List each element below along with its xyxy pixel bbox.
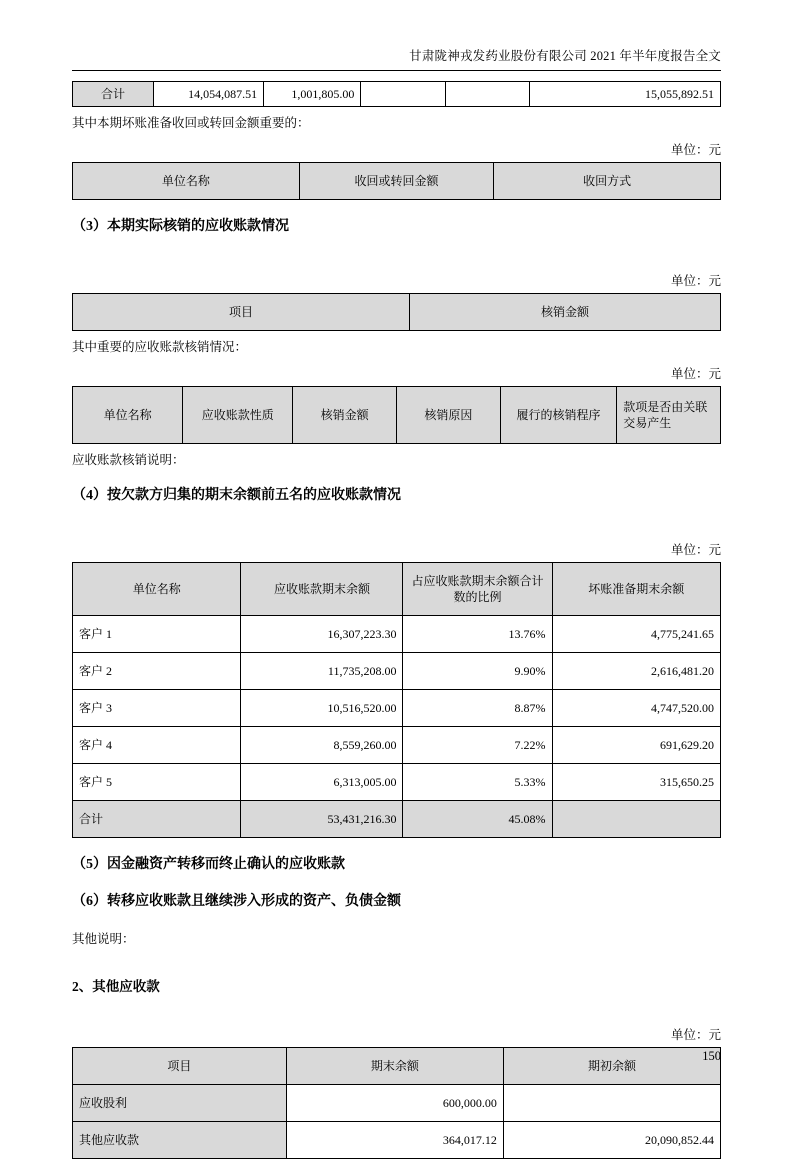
- col-header-amount: 收回或转回金额: [299, 162, 493, 199]
- col-header-item: 项目: [73, 293, 410, 330]
- col-header-related-party: 款项是否由关联交易产生: [617, 386, 721, 443]
- col-header-amount: 核销金额: [293, 386, 397, 443]
- unit-label-writeoff-detail: 单位：元: [670, 366, 721, 381]
- col-header-procedure: 履行的核销程序: [500, 386, 617, 443]
- table-header-row: [73, 563, 721, 616]
- unit-label-top5: 单位：元: [670, 543, 721, 558]
- cell-company: 客户 1: [73, 616, 241, 653]
- table-row: [73, 653, 721, 690]
- cell-ending-balance: 11,735,208.00: [241, 653, 403, 690]
- cell-item: 应收股利: [73, 1085, 287, 1122]
- table-top5: [72, 562, 721, 838]
- table-header-row: [73, 386, 721, 443]
- table-row: [73, 82, 721, 107]
- note-writeoff: 其中重要的应收账款核销情况：: [72, 339, 248, 354]
- col-header-method: 收回方式: [494, 162, 721, 199]
- table-row: [73, 616, 721, 653]
- cell-proportion: 9.90%: [403, 653, 552, 690]
- section-4-title: （4）按欠款方归集的期末余额前五名的应收账款情况: [72, 488, 401, 504]
- col-header-proportion: 占应收账款期末余额合计数的比例: [403, 563, 552, 616]
- spacer: [72, 520, 721, 534]
- cell-ending-balance: 8,559,260.00: [241, 727, 403, 764]
- cell-company: 客户 4: [73, 727, 241, 764]
- cell-total-2: 1,001,805.00: [264, 82, 361, 107]
- unit-label-recover: 单位：元: [670, 142, 721, 157]
- cell-ending-balance: 364,017.12: [286, 1122, 503, 1159]
- cell-bad-debt: 4,775,241.65: [552, 616, 721, 653]
- col-header-bad-debt: 坏账准备期末余额: [552, 563, 721, 616]
- cell-ending-balance: 6,313,005.00: [241, 764, 403, 801]
- cell-beginning-balance: [503, 1085, 720, 1122]
- table-recover: [72, 162, 721, 200]
- section-other-receivable-title: 2、其他应收款: [72, 979, 160, 995]
- col-header-reason: 核销原因: [396, 386, 500, 443]
- cell-total-proportion: 45.08%: [403, 801, 552, 838]
- note-other: 其他说明：: [72, 932, 135, 947]
- cell-ending-balance: 16,307,223.30: [241, 616, 403, 653]
- cell-total-3: [361, 82, 445, 107]
- table-row: [73, 1122, 721, 1159]
- col-header-company: 单位名称: [73, 386, 183, 443]
- cell-total-ending-balance: 53,431,216.30: [241, 801, 403, 838]
- col-header-company: 单位名称: [73, 162, 300, 199]
- header-divider: [72, 70, 721, 71]
- section-6-title: （6）转移应收账款且继续涉入形成的资产、负债金额: [72, 894, 401, 910]
- table-total-row: [73, 801, 721, 838]
- cell-total-label: 合计: [73, 82, 154, 107]
- section-3-title: （3）本期实际核销的应收账款情况: [72, 218, 289, 234]
- note-recover: 其中本期坏账准备收回或转回金额重要的：: [72, 116, 310, 131]
- unit-label-writeoff: 单位：元: [670, 273, 721, 288]
- unit-label-other: 单位：元: [670, 1028, 721, 1043]
- col-header-ending-balance: 应收账款期末余额: [241, 563, 403, 616]
- spacer: [72, 251, 721, 265]
- cell-total-1: 14,054,087.51: [154, 82, 264, 107]
- cell-bad-debt: 315,650.25: [552, 764, 721, 801]
- cell-company: 客户 5: [73, 764, 241, 801]
- cell-bad-debt: 4,747,520.00: [552, 690, 721, 727]
- cell-total-5: 15,055,892.51: [529, 82, 720, 107]
- table-row: [73, 764, 721, 801]
- cell-item: 其他应收款: [73, 1122, 287, 1159]
- table-row: [73, 727, 721, 764]
- cell-proportion: 8.87%: [403, 690, 552, 727]
- cell-bad-debt: 2,616,481.20: [552, 653, 721, 690]
- table-row: [73, 690, 721, 727]
- col-header-beginning-balance: 期初余额: [503, 1048, 720, 1085]
- col-header-company: 单位名称: [73, 563, 241, 616]
- col-header-nature: 应收账款性质: [183, 386, 293, 443]
- cell-ending-balance: 600,000.00: [286, 1085, 503, 1122]
- table-header-row: [73, 1048, 721, 1085]
- col-header-item: 项目: [73, 1048, 287, 1085]
- page-header: 甘肃陇神戎发药业股份有限公司 2021 年半年度报告全文: [409, 49, 721, 63]
- cell-ending-balance: 10,516,520.00: [241, 690, 403, 727]
- table-other-receivable: [72, 1047, 721, 1159]
- cell-bad-debt: 691,629.20: [552, 727, 721, 764]
- cell-proportion: 7.22%: [403, 727, 552, 764]
- table-total-top: [72, 81, 721, 107]
- note-writeoff-desc: 应收账款核销说明：: [72, 452, 185, 467]
- table-writeoff: [72, 293, 721, 331]
- page-number: 150: [702, 1049, 721, 1063]
- spacer: [72, 1005, 721, 1019]
- cell-beginning-balance: 20,090,852.44: [503, 1122, 720, 1159]
- table-row: [73, 1085, 721, 1122]
- cell-total-label: 合计: [73, 801, 241, 838]
- section-5-title: （5）因金融资产转移而终止确认的应收账款: [72, 857, 345, 873]
- cell-proportion: 5.33%: [403, 764, 552, 801]
- cell-total-4: [445, 82, 529, 107]
- cell-total-bad-debt: [552, 801, 721, 838]
- table-writeoff-detail: [72, 386, 721, 444]
- table-header-row: [73, 162, 721, 199]
- col-header-ending-balance: 期末余额: [286, 1048, 503, 1085]
- cell-company: 客户 3: [73, 690, 241, 727]
- col-header-writeoff-amount: 核销金额: [409, 293, 720, 330]
- cell-company: 客户 2: [73, 653, 241, 690]
- cell-proportion: 13.76%: [403, 616, 552, 653]
- table-header-row: [73, 293, 721, 330]
